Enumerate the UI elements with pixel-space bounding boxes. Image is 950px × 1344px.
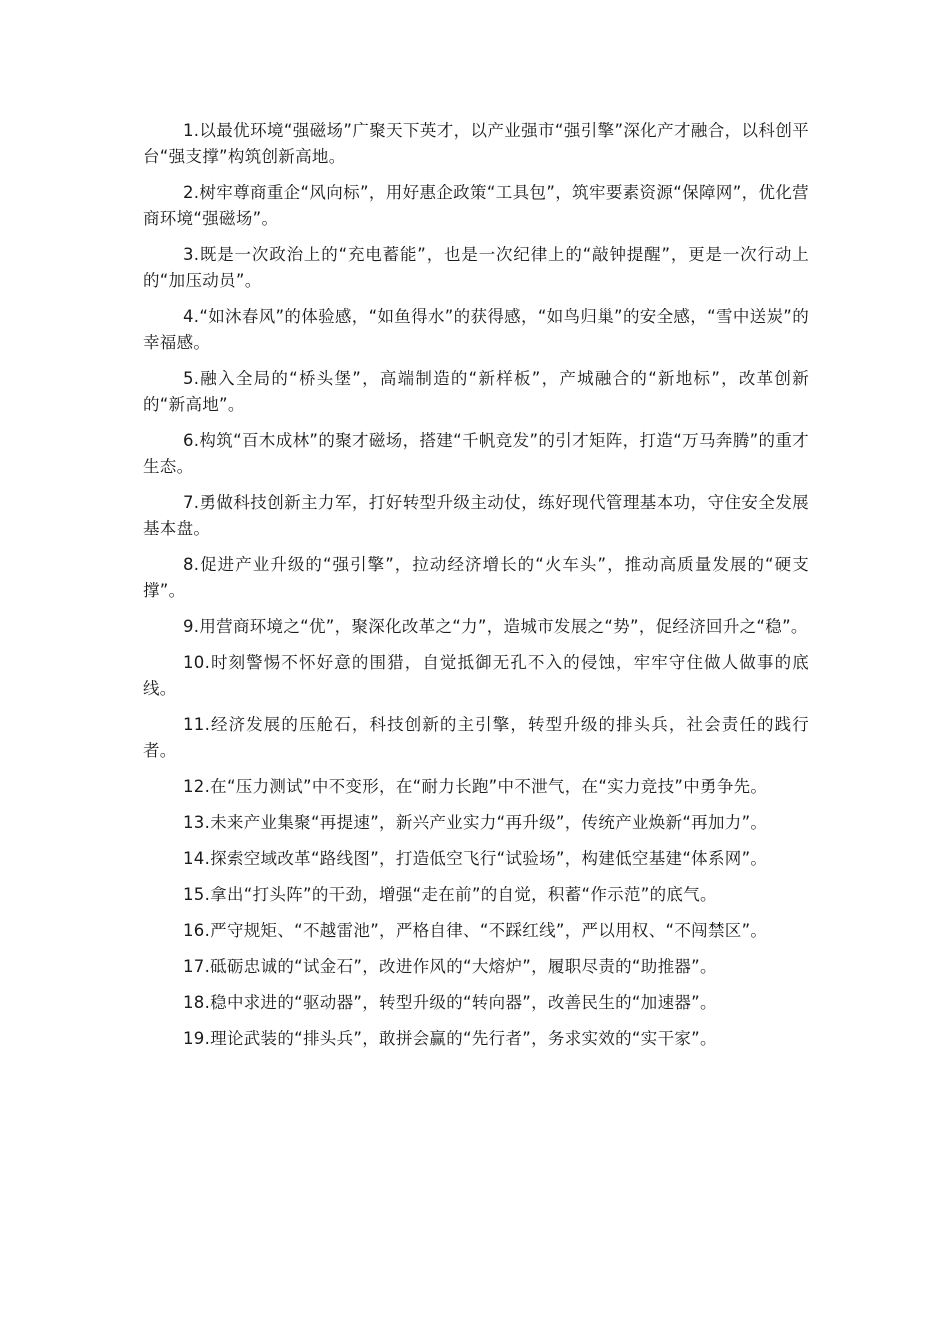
list-item: 14.探索空域改革“路线图”，打造低空飞行“试验场”，构建低空基建“体系网”。 <box>183 849 768 868</box>
list-item: 5.融入全局的“桥头堡”，高端制造的“新样板”，产城融合的“新地标”，改革创新的“新高地”。 <box>143 369 809 414</box>
list-item: 15.拿出“打头阵”的干劲，增强“走在前”的自觉，积蓄“作示范”的底气。 <box>183 885 717 904</box>
document-page <box>143 118 809 1062</box>
list-item: 2.树牢尊商重企“风向标”，用好惠企政策“工具包”，筑牢要素资源“保障网”，优化营商环境“强磁场”。 <box>143 183 809 228</box>
list-item: 3.既是一次政治上的“充电蓄能”，也是一次纪律上的“敲钟提醒”，更是一次行动上的“加压动员”。 <box>143 245 809 290</box>
list-item: 12.在“压力测试”中不变形，在“耐力长跑”中不泄气，在“实力竞技”中勇争先。 <box>183 777 768 796</box>
list-item: 17.砥砺忠诚的“试金石”，改进作风的“大熔炉”，履职尽责的“助推器”。 <box>183 957 717 976</box>
list-item: 18.稳中求进的“驱动器”，转型升级的“转向器”，改善民生的“加速器”。 <box>183 993 717 1012</box>
list-item: 11.经济发展的压舱石，科技创新的主引擎，转型升级的排头兵，社会责任的践行者。 <box>143 715 809 760</box>
list-item: 7.勇做科技创新主力军，打好转型升级主动仗，练好现代管理基本功，守住安全发展基本盘。 <box>143 493 809 538</box>
list-item: 1.以最优环境“强磁场”广聚天下英才，以产业强市“强引擎”深化产才融合，以科创平台“强支撑”构筑创新高地。 <box>143 121 809 166</box>
list-item: 19.理论武装的“排头兵”，敢拼会赢的“先行者”，务求实效的“实干家”。 <box>183 1029 717 1048</box>
list-item: 4.“如沐春风”的体验感，“如鱼得水”的获得感，“如鸟归巢”的安全感，“雪中送炭”的幸福感。 <box>143 307 809 352</box>
list-item: 13.未来产业集聚“再提速”，新兴产业实力“再升级”，传统产业焕新“再加力”。 <box>183 813 768 832</box>
list-item: 10.时刻警惕不怀好意的围猎，自觉抵御无孔不入的侵蚀，牢牢守住做人做事的底线。 <box>143 653 809 698</box>
list-item: 9.用营商环境之“优”，聚深化改革之“力”，造城市发展之“势”，促经济回升之“稳”。 <box>183 617 808 636</box>
list-item: 8.促进产业升级的“强引擎”，拉动经济增长的“火车头”，推动高质量发展的“硬支撑”。 <box>143 555 809 600</box>
list-item: 6.构筑“百木成林”的聚才磁场，搭建“千帆竞发”的引才矩阵，打造“万马奔腾”的重才生态。 <box>143 431 809 476</box>
list-item: 16.严守规矩、“不越雷池”，严格自律、“不踩红线”，严以用权、“不闯禁区”。 <box>183 921 768 940</box>
